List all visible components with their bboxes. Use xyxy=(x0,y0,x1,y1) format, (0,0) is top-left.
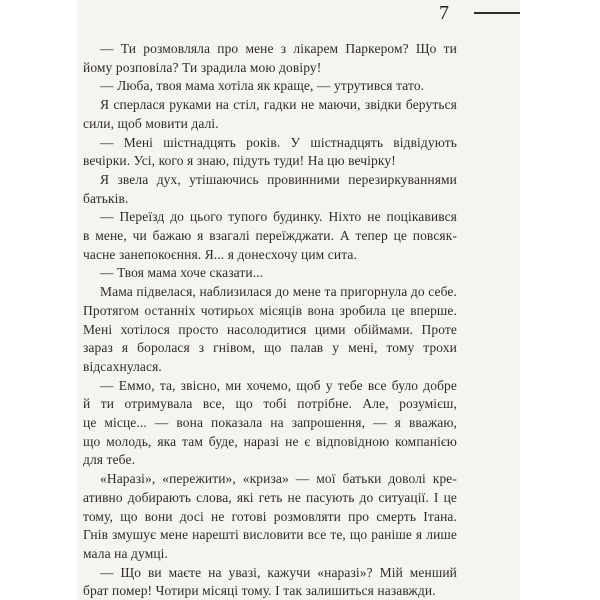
text-line: для тебе. xyxy=(83,452,136,468)
text-line: що молодь, яка там буде, наразі не є відповідною компанією xyxy=(83,433,457,449)
text-line: відсахнулася. xyxy=(83,358,162,374)
text-line: — Еммо, та, звісно, ми хочемо, щоб у тебе все було добре xyxy=(100,377,457,393)
text-line: Я сперлася руками на стіл, гадки не маючи, звідки беруться xyxy=(100,97,457,113)
body-text xyxy=(83,40,457,600)
text-line: тому, що вони досі не готові розмовляти про смерть Ітана. xyxy=(83,508,457,524)
text-line: Гнів змушує мене нарешті висловити все те, що раніше я лише xyxy=(83,527,457,543)
text-line: батьків. xyxy=(83,190,129,206)
text-line: ативно добирають слова, які геть не пасують до ситуації. І це xyxy=(83,489,457,505)
text-line: Я звела дух, утішаючись провинними перезиркуваннями xyxy=(100,171,457,187)
text-line: в мене, чи бажаю я взагалі переїжджати. А тепер це повсяк- xyxy=(83,228,457,244)
text-line: — Ти розмовляла про мене з лікарем Паркером? Що ти xyxy=(100,41,457,56)
text-line: вечірки. Усі, кого я знаю, підуть туди! На цю вечірку! xyxy=(83,153,396,169)
text-line: — Люба, твоя мама хотіла як краще, — утрутився тато. xyxy=(100,78,425,94)
text-line: Мама підвелася, наблизилася до мене та пригорнула до себе. xyxy=(100,284,457,300)
text-line: — Твоя мама хоче сказати... xyxy=(100,265,264,281)
text-line: й ти отримувала все, що тобі потрібне. Але, розумієш, xyxy=(83,396,457,412)
text-line: це місце... — вона показала на запрошення, — я вважаю, xyxy=(83,415,457,431)
text-line: «Наразі», «пережити», «криза» — мої батьки доволі кре- xyxy=(100,471,457,487)
page-number: 7 xyxy=(439,2,449,24)
book-page-scan xyxy=(77,0,520,600)
text-line: Протягом останніх чотирьох місяців вона зробила це вперше. xyxy=(83,302,457,318)
header-rule xyxy=(474,12,520,14)
text-line: зараз я боролася з гнівом, що палав у мені, тому трохи xyxy=(83,340,457,356)
text-line: часне занепокоєння. Я... я донесхочу цим сита. xyxy=(83,246,357,262)
text-line: сили, щоб мовити далі. xyxy=(83,115,219,131)
text-line: — Мені шістнадцять років. У шістнадцять відвідують xyxy=(100,134,457,150)
text-line: — Що ви маєте на увазі, кажучи «наразі»? Мій менший xyxy=(100,564,457,580)
text-line: йому розповіла? Ти зрадила мою довіру! xyxy=(83,59,322,75)
text-line: Мені хотілося просто насолодитися цими обіймами. Проте xyxy=(83,321,457,337)
text-line: мала на думці. xyxy=(83,545,168,561)
text-line: — Переїзд до цього тупого будинку. Ніхто не поцікавився xyxy=(100,209,457,225)
text-line: брат помер! Чотири місяці тому. І так залишиться назавжди. xyxy=(83,583,436,599)
